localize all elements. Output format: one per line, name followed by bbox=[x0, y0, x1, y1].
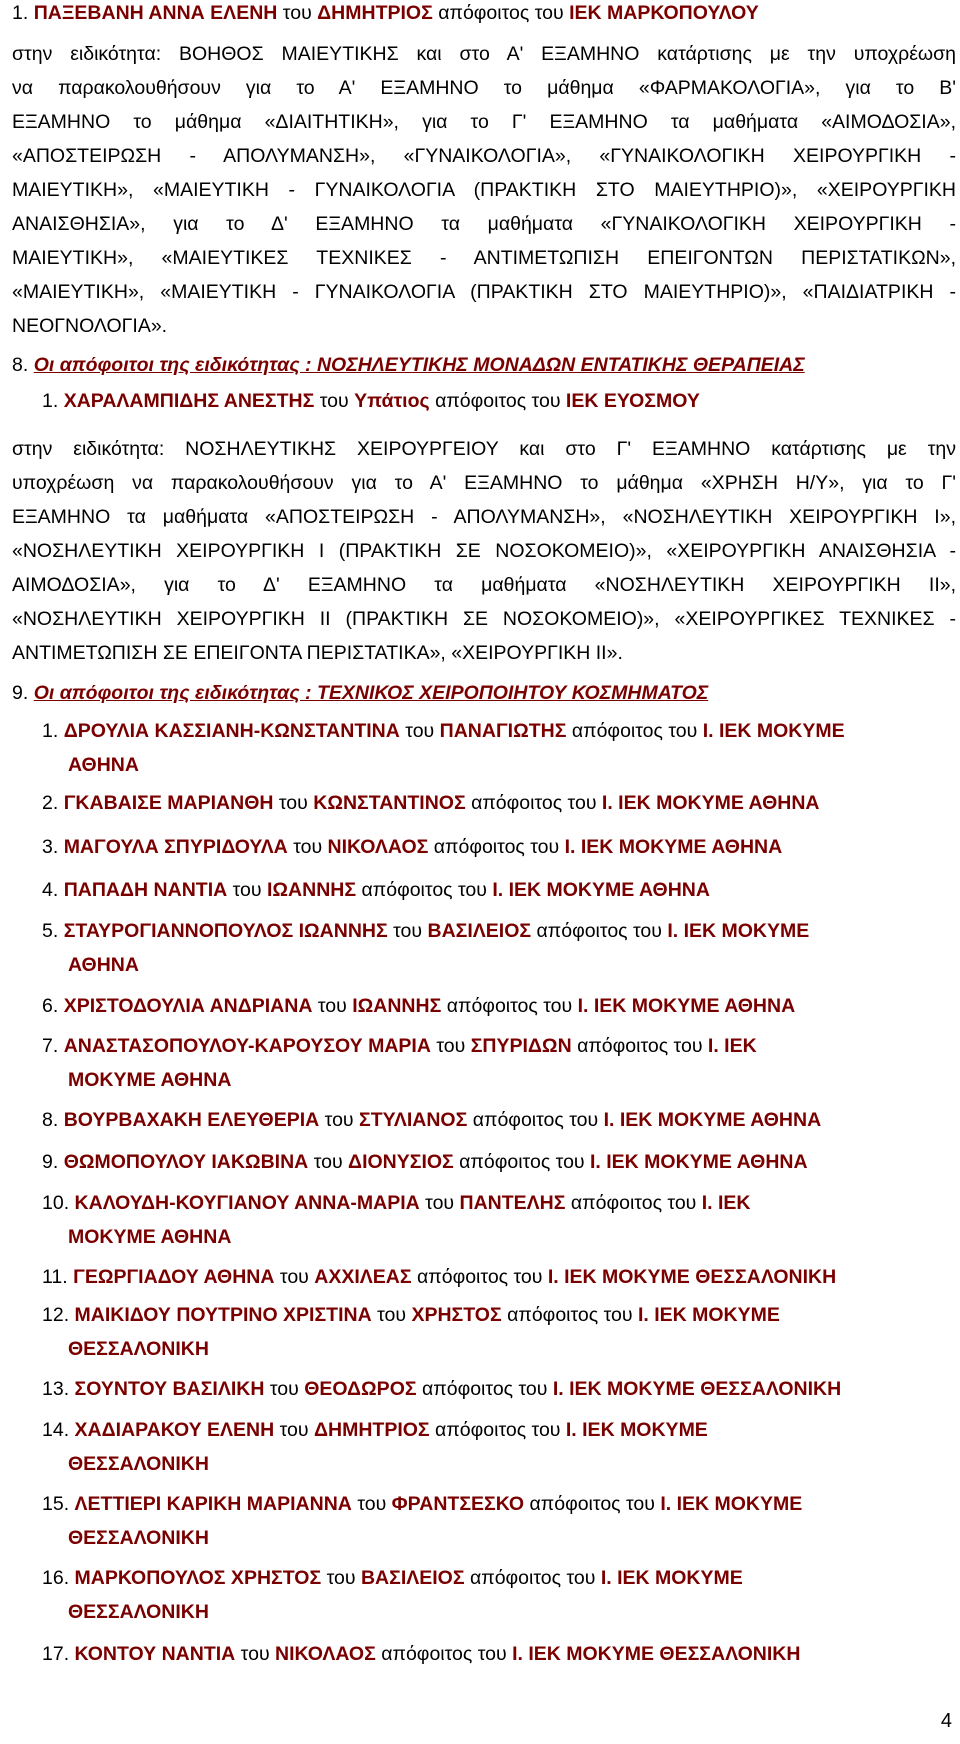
section-number: 8. bbox=[12, 354, 29, 376]
entry-iek: Ι. ΙΕΚ ΜΟΚΥΜΕ bbox=[565, 1419, 708, 1441]
entry-father: ΔΗΜΗΤΡΙΟΣ bbox=[313, 1419, 430, 1441]
entry-father: ΔΙΟΝΥΣΙΟΣ bbox=[348, 1151, 454, 1173]
entry-father: ΣΠΥΡΙΔΩΝ bbox=[470, 1035, 572, 1057]
entry-tou: του bbox=[324, 1109, 354, 1131]
entry-iek: Ι. ΙΕΚ ΜΟΚΥΜΕ ΘΕΣΣΑΛΟΝΙΚΗ bbox=[512, 1643, 801, 1665]
entry-name: ΧΡΙΣΤΟΔΟΥΛΙΑ ΑΝΔΡΙΑΝΑ bbox=[63, 995, 313, 1017]
list-item bbox=[42, 1033, 956, 1059]
entry-grad: απόφοιτος του bbox=[469, 1567, 596, 1589]
list-item bbox=[42, 993, 956, 1019]
entry-tou: του bbox=[326, 1567, 356, 1589]
list-item bbox=[42, 1491, 956, 1517]
list-item bbox=[42, 1417, 956, 1443]
list-item-continuation bbox=[68, 1599, 948, 1625]
entry-name: ΣΤΑΥΡΟΓΙΑΝΝΟΠΟΥΛΟΣ ΙΩΑΝΝΗΣ bbox=[63, 920, 388, 942]
list-item-continuation bbox=[68, 1067, 948, 1093]
entry-father: ΝΙΚΟΛΑΟΣ bbox=[275, 1643, 376, 1665]
entry-tou: του bbox=[313, 1151, 343, 1173]
entry-name: ΒΟΥΡΒΑΧΑΚΗ ΕΛΕΥΘΕΡΙΑ bbox=[63, 1109, 320, 1131]
paragraph-line: ΕΞΑΜΗΝΟ τα μαθήματα «ΑΠΟΣΤΕΙΡΩΣΗ - ΑΠΟΛΥΜΑΝΣΗ», «ΝΟΣΗΛΕΥΤΙΚΗ ΧΕΙΡΟΥΡΓΙΚΗ Ι», bbox=[12, 506, 956, 528]
entry-iek-continued: ΑΘΗΝΑ bbox=[68, 754, 139, 776]
entry-tou: του bbox=[357, 1493, 387, 1515]
entry-name: ΜΑΡΚΟΠΟΥΛΟΣ ΧΡΗΣΤΟΣ bbox=[74, 1567, 322, 1589]
paragraph-line: υποχρέωση να παρακολουθήσουν για το Α' ΕΞΑΜΗΝΟ το μάθημα «ΧΡΗΣΗ Η/Υ», για το Γ' bbox=[12, 472, 956, 494]
entry-father: ΑΧΧΙΛΕΑΣ bbox=[314, 1266, 412, 1288]
entry-iek: Ι. ΙΕΚ ΜΟΚΥΜΕ ΑΘΗΝΑ bbox=[601, 792, 820, 814]
entry-iek: Ι. ΙΕΚ bbox=[701, 1192, 751, 1214]
list-item bbox=[42, 1190, 956, 1216]
entry-grad: απόφοιτος του bbox=[536, 920, 662, 942]
list-item bbox=[42, 877, 956, 903]
entry-grad: απόφοιτος του bbox=[459, 1151, 585, 1173]
entry-father: ΣΤΥΛΙΑΝΟΣ bbox=[359, 1109, 468, 1131]
list-item-continuation bbox=[68, 752, 948, 778]
section-heading bbox=[12, 352, 956, 378]
entry-grad: απόφοιτος του bbox=[381, 1643, 507, 1665]
entry-father: ΝΙΚΟΛΑΟΣ bbox=[327, 836, 429, 858]
list-item bbox=[42, 1264, 956, 1290]
section-number: 9. bbox=[12, 682, 29, 704]
entry-name: ΘΩΜΟΠΟΥΛΟΥ ΙΑΚΩΒΙΝΑ bbox=[63, 1151, 309, 1173]
entry-iek: Ι. ΙΕΚ ΜΟΚΥΜΕ ΘΕΣΣΑΛΟΝΙΚΗ bbox=[552, 1378, 842, 1400]
entry-iek-continued: ΘΕΣΣΑΛΟΝΙΚΗ bbox=[68, 1527, 209, 1549]
list-item-continuation bbox=[68, 1525, 948, 1551]
entry-tou: του bbox=[269, 1378, 299, 1400]
entry-number: 3. bbox=[42, 836, 59, 858]
entry-grad: απόφοιτος του bbox=[422, 1378, 548, 1400]
entry-tou: του bbox=[436, 1035, 466, 1057]
entry-father: ΠΑΝΤΕΛΗΣ bbox=[459, 1192, 566, 1214]
entry-number: 9. bbox=[42, 1151, 59, 1173]
entry-iek-continued: ΜΟΚΥΜΕ ΑΘΗΝΑ bbox=[68, 1226, 232, 1248]
entry-number: 8. bbox=[42, 1109, 59, 1131]
list-item bbox=[42, 834, 956, 860]
paragraph-line: «ΜΑΙΕΥΤΙΚΗ», «ΜΑΙΕΥΤΙΚΗ - ΓΥΝΑΙΚΟΛΟΓΙΑ (ΠΡΑΚΤΙΚΗ ΣΤΟ ΜΑΙΕΥΤΗΡΙΟ)», «ΠΑΙΔΙΑΤΡΙΚΗ - bbox=[12, 281, 956, 303]
entry-grad: απόφοιτος του bbox=[577, 1035, 703, 1057]
entry-iek: Ι. ΙΕΚ ΜΟΚΥΜΕ ΑΘΗΝΑ bbox=[577, 995, 796, 1017]
paragraph-line: «ΝΟΣΗΛΕΥΤΙΚΗ ΧΕΙΡΟΥΡΓΙΚΗ ΙΙ (ΠΡΑΚΤΙΚΗ ΣΕ ΝΟΣΟΚΟΜΕΙΟ)», «ΧΕΙΡΟΥΡΓΙΚΕΣ ΤΕΧΝΙΚΕΣ - bbox=[12, 608, 956, 630]
list-item bbox=[42, 1641, 956, 1667]
entry-tou: του bbox=[319, 390, 349, 412]
entry-father: ΙΩΑΝΝΗΣ bbox=[352, 995, 442, 1017]
entry-iek: ΙΕΚ ΕΥΟΣΜΟΥ bbox=[565, 390, 700, 412]
entry-name: ΚΟΝΤΟΥ ΝΑΝΤΙΑ bbox=[74, 1643, 236, 1665]
entry-father: ΙΩΑΝΝΗΣ bbox=[266, 879, 357, 901]
entry-father: ΧΡΗΣΤΟΣ bbox=[411, 1304, 502, 1326]
list-item bbox=[42, 790, 956, 816]
entry-father: ΘΕΟΔΩΡΟΣ bbox=[304, 1378, 417, 1400]
list-item-continuation bbox=[68, 1336, 948, 1362]
entry-number: 15. bbox=[42, 1493, 70, 1515]
entry-name: ΑΝΑΣΤΑΣΟΠΟΥΛΟΥ-ΚΑΡΟΥΣΟΥ ΜΑΡΙΑ bbox=[63, 1035, 431, 1057]
entry-number: 12. bbox=[42, 1304, 70, 1326]
list-item bbox=[42, 918, 956, 944]
paragraph-line: ΕΞΑΜΗΝΟ το μάθημα «ΔΙΑΙΤΗΤΙΚΗ», για το Γ' ΕΞΑΜΗΝΟ τα μαθήματα «ΑΙΜΟΔΟΣΙΑ», bbox=[12, 111, 956, 133]
entry-father: ΔΗΜΗΤΡΙΟΣ bbox=[317, 2, 433, 24]
entry-number: 1. bbox=[12, 2, 29, 24]
entry-tou: του bbox=[393, 920, 423, 942]
entry-iek-continued: ΘΕΣΣΑΛΟΝΙΚΗ bbox=[68, 1453, 209, 1475]
paragraph-line: να παρακολουθήσουν για το Α' ΕΞΑΜΗΝΟ το μάθημα «ΦΑΡΜΑΚΟΛΟΓΙΑ», για το Β' bbox=[12, 77, 956, 99]
entry-number: 6. bbox=[42, 995, 59, 1017]
entry-father: ΦΡΑΝΤΣΕΣΚΟ bbox=[391, 1493, 525, 1515]
entry-iek: Ι. ΙΕΚ ΜΟΚΥΜΕ bbox=[660, 1493, 803, 1515]
entry-number: 4. bbox=[42, 879, 59, 901]
entry-number: 17. bbox=[42, 1643, 70, 1665]
entry-iek-continued: ΘΕΣΣΑΛΟΝΙΚΗ bbox=[68, 1601, 209, 1623]
paragraph-line: στην ειδικότητα: ΝΟΣΗΛΕΥΤΙΚΗΣ ΧΕΙΡΟΥΡΓΕΙΟΥ και στο Γ' ΕΞΑΜΗΝΟ κατάρτισης με την bbox=[12, 438, 956, 460]
paragraph-line: ΜΑΙΕΥΤΙΚΗ», «ΜΑΙΕΥΤΙΚΗ - ΓΥΝΑΙΚΟΛΟΓΙΑ (ΠΡΑΚΤΙΚΗ ΣΤΟ ΜΑΙΕΥΤΗΡΙΟ)», «ΧΕΙΡΟΥΡΓΙΚΗ bbox=[12, 179, 956, 201]
entry-tou: του bbox=[293, 836, 323, 858]
entry-name: ΓΕΩΡΓΙΑΔΟΥ ΑΘΗΝΑ bbox=[73, 1266, 275, 1288]
entry-number: 2. bbox=[42, 792, 59, 814]
entry-grad: απόφοιτος του bbox=[570, 1192, 697, 1214]
entry-iek: Ι. ΙΕΚ bbox=[707, 1035, 757, 1057]
entry-tou: του bbox=[240, 1643, 270, 1665]
entry-number: 1. bbox=[42, 720, 59, 742]
entry-tou: του bbox=[405, 720, 435, 742]
paragraph-line: ΝΕΟΓΝΟΛΟΓΙΑ». bbox=[12, 315, 168, 337]
entry-grad: απόφοιτος του bbox=[417, 1266, 543, 1288]
entry-tou: του bbox=[279, 1266, 309, 1288]
entry-name: ΣΟΥΝΤΟΥ ΒΑΣΙΛΙΚΗ bbox=[74, 1378, 265, 1400]
entry-name: ΜΑΙΚΙΔΟΥ ΠΟΥΤΡΙΝΟ ΧΡΙΣΤΙΝΑ bbox=[74, 1304, 372, 1326]
paragraph-line: στην ειδικότητα: ΒΟΗΘΟΣ ΜΑΙΕΥΤΙΚΗΣ και στο Α' ΕΞΑΜΗΝΟ κατάρτισης με την υποχρέωση bbox=[12, 43, 956, 65]
entry-iek-continued: ΑΘΗΝΑ bbox=[68, 954, 139, 976]
list-item bbox=[42, 1107, 956, 1133]
entry-grad: απόφοιτος του bbox=[433, 836, 560, 858]
list-item bbox=[42, 1565, 956, 1591]
entry-iek: Ι. ΙΕΚ ΜΟΚΥΜΕ ΘΕΣΣΑΛΟΝΙΚΗ bbox=[547, 1266, 837, 1288]
entry-father: ΚΩΝΣΤΑΝΤΙΝΟΣ bbox=[313, 792, 466, 814]
entry-iek: Ι. ΙΕΚ ΜΟΚΥΜΕ ΑΘΗΝΑ bbox=[590, 1151, 808, 1173]
entry-name: ΧΑΔΙΑΡΑΚΟΥ ΕΛΕΝΗ bbox=[74, 1419, 275, 1441]
section-entry bbox=[42, 388, 956, 414]
entry-tou: του bbox=[232, 879, 262, 901]
entry-iek: Ι. ΙΕΚ ΜΟΚΥΜΕ bbox=[637, 1304, 780, 1326]
list-item bbox=[42, 718, 956, 744]
entry-name: ΜΑΓΟΥΛΑ ΣΠΥΡΙΔΟΥΛΑ bbox=[63, 836, 288, 858]
entry-name: ΓΚΑΒΑΙΣΕ ΜΑΡΙΑΝΘΗ bbox=[63, 792, 274, 814]
paragraph-line: «ΝΟΣΗΛΕΥΤΙΚΗ ΧΕΙΡΟΥΡΓΙΚΗ Ι (ΠΡΑΚΤΙΚΗ ΣΕ ΝΟΣΟΚΟΜΕΙΟ)», «ΧΕΙΡΟΥΡΓΙΚΗ ΑΝΑΙΣΘΗΣΙΑ - bbox=[12, 540, 956, 562]
entry-father: ΒΑΣΙΛΕΙΟΣ bbox=[427, 920, 532, 942]
entry-grad: απόφοιτος του bbox=[446, 995, 573, 1017]
entry-number: 7. bbox=[42, 1035, 59, 1057]
entry-number: 1. bbox=[42, 390, 59, 412]
entry-name: ΠΑΠΑΔΗ ΝΑΝΤΙΑ bbox=[63, 879, 228, 901]
entry-grad: απόφοιτος του bbox=[438, 2, 564, 24]
paragraph-line: ΑΝΤΙΜΕΤΩΠΙΣΗ ΣΕ ΕΠΕΙΓΟΝΤΑ ΠΕΡΙΣΤΑΤΙΚΑ», «ΧΕΙΡΟΥΡΓΙΚΗ ΙΙ». bbox=[12, 642, 623, 664]
entry-father: Υπάτιος bbox=[354, 390, 430, 412]
list-item-continuation bbox=[68, 1451, 948, 1477]
entry-name: ΔΡΟΥΛΙΑ ΚΑΣΣΙΑΝΗ-ΚΩΝΣΤΑΝΤΙΝΑ bbox=[63, 720, 400, 742]
entry-tou: του bbox=[282, 2, 312, 24]
entry-grad: απόφοιτος του bbox=[472, 1109, 599, 1131]
entry-grad: απόφοιτος του bbox=[471, 792, 597, 814]
entry-iek: Ι. ΙΕΚ ΜΟΚΥΜΕ bbox=[702, 720, 845, 742]
entry-iek: Ι. ΙΕΚ ΜΟΚΥΜΕ ΑΘΗΝΑ bbox=[492, 879, 710, 901]
entry-tou: του bbox=[279, 1419, 309, 1441]
entry-name: ΚΑΛΟΥΔΗ-ΚΟΥΓΙΑΝΟΥ ΑΝΝΑ-ΜΑΡΙΑ bbox=[74, 1192, 420, 1214]
entry-name: ΧΑΡΑΛΑΜΠΙΔΗΣ ΑΝΕΣΤΗΣ bbox=[63, 390, 315, 412]
entry-name: ΛΕΤΤΙΕΡΙ ΚΑΡΙΚΗ ΜΑΡΙΑΝΝΑ bbox=[74, 1493, 352, 1515]
entry-grad: απόφοιτος του bbox=[361, 879, 487, 901]
list-item bbox=[42, 1302, 956, 1328]
paragraph-line: ΑΝΑΙΣΘΗΣΙΑ», για το Δ' ΕΞΑΜΗΝΟ τα μαθήματα «ΓΥΝΑΙΚΟΛΟΓΙΚΗ ΧΕΙΡΟΥΡΓΙΚΗ - bbox=[12, 213, 956, 235]
entry-name: ΠΑΞΕΒΑΝΗ ΑΝΝΑ ΕΛΕΝΗ bbox=[33, 2, 278, 24]
entry-iek: ΙΕΚ ΜΑΡΚΟΠΟΥΛΟΥ bbox=[569, 2, 759, 24]
entry-father: ΒΑΣΙΛΕΙΟΣ bbox=[360, 1567, 465, 1589]
entry-tou: του bbox=[425, 1192, 455, 1214]
paragraph-line: ΑΙΜΟΔΟΣΙΑ», για το Δ' ΕΞΑΜΗΝΟ τα μαθήματα «ΝΟΣΗΛΕΥΤΙΚΗ ΧΕΙΡΟΥΡΓΙΚΗ ΙΙ», bbox=[12, 574, 956, 596]
top-entry bbox=[12, 0, 956, 26]
entry-tou: του bbox=[317, 995, 347, 1017]
list-item bbox=[42, 1149, 956, 1175]
entry-number: 13. bbox=[42, 1378, 70, 1400]
page-number: 4 bbox=[940, 1710, 952, 1732]
entry-grad: απόφοιτος του bbox=[507, 1304, 633, 1326]
entry-father: ΠΑΝΑΓΙΩΤΗΣ bbox=[439, 720, 567, 742]
paragraph-line: ΜΑΙΕΥΤΙΚΗ», «ΜΑΙΕΥΤΙΚΕΣ ΤΕΧΝΙΚΕΣ - ΑΝΤΙΜΕΤΩΠΙΣΗ ΕΠΕΙΓΟΝΤΩΝ ΠΕΡΙΣΤΑΤΙΚΩΝ», bbox=[12, 247, 956, 269]
entry-iek: Ι. ΙΕΚ ΜΟΚΥΜΕ ΑΘΗΝΑ bbox=[564, 836, 783, 858]
entry-iek: Ι. ΙΕΚ ΜΟΚΥΜΕ ΑΘΗΝΑ bbox=[603, 1109, 822, 1131]
section-title: Οι απόφοιτοι της ειδικότητας : ΤΕΧΝΙΚΟΣ ΧΕΙΡΟΠΟΙΗΤΟΥ ΚΟΣΜΗΜΑΤΟΣ bbox=[33, 682, 709, 704]
list-item-continuation bbox=[68, 952, 948, 978]
entry-grad: απόφοιτος του bbox=[435, 390, 561, 412]
entry-grad: απόφοιτος του bbox=[571, 720, 698, 742]
section-heading bbox=[12, 680, 956, 706]
entry-iek-continued: ΜΟΚΥΜΕ ΑΘΗΝΑ bbox=[68, 1069, 232, 1091]
section-title: Οι απόφοιτοι της ειδικότητας : ΝΟΣΗΛΕΥΤΙΚΗΣ ΜΟΝΑΔΩΝ ΕΝΤΑΤΙΚΗΣ ΘΕΡΑΠΕΙΑΣ bbox=[33, 354, 805, 376]
entry-grad: απόφοιτος του bbox=[435, 1419, 561, 1441]
entry-number: 10. bbox=[42, 1192, 70, 1214]
entry-number: 11. bbox=[42, 1266, 68, 1288]
list-item bbox=[42, 1376, 956, 1402]
list-item-continuation bbox=[68, 1224, 948, 1250]
entry-iek: Ι. ΙΕΚ ΜΟΚΥΜΕ bbox=[667, 920, 810, 942]
entry-grad: απόφοιτος του bbox=[529, 1493, 655, 1515]
paragraph-line: «ΑΠΟΣΤΕΙΡΩΣΗ - ΑΠΟΛΥΜΑΝΣΗ», «ΓΥΝΑΙΚΟΛΟΓΙΑ», «ΓΥΝΑΙΚΟΛΟΓΙΚΗ ΧΕΙΡΟΥΡΓΙΚΗ - bbox=[12, 145, 956, 167]
entry-tou: του bbox=[377, 1304, 407, 1326]
entry-number: 14. bbox=[42, 1419, 70, 1441]
entry-tou: του bbox=[278, 792, 308, 814]
entry-iek-continued: ΘΕΣΣΑΛΟΝΙΚΗ bbox=[68, 1338, 209, 1360]
entry-number: 5. bbox=[42, 920, 59, 942]
entry-iek: Ι. ΙΕΚ ΜΟΚΥΜΕ bbox=[600, 1567, 743, 1589]
entry-number: 16. bbox=[42, 1567, 70, 1589]
